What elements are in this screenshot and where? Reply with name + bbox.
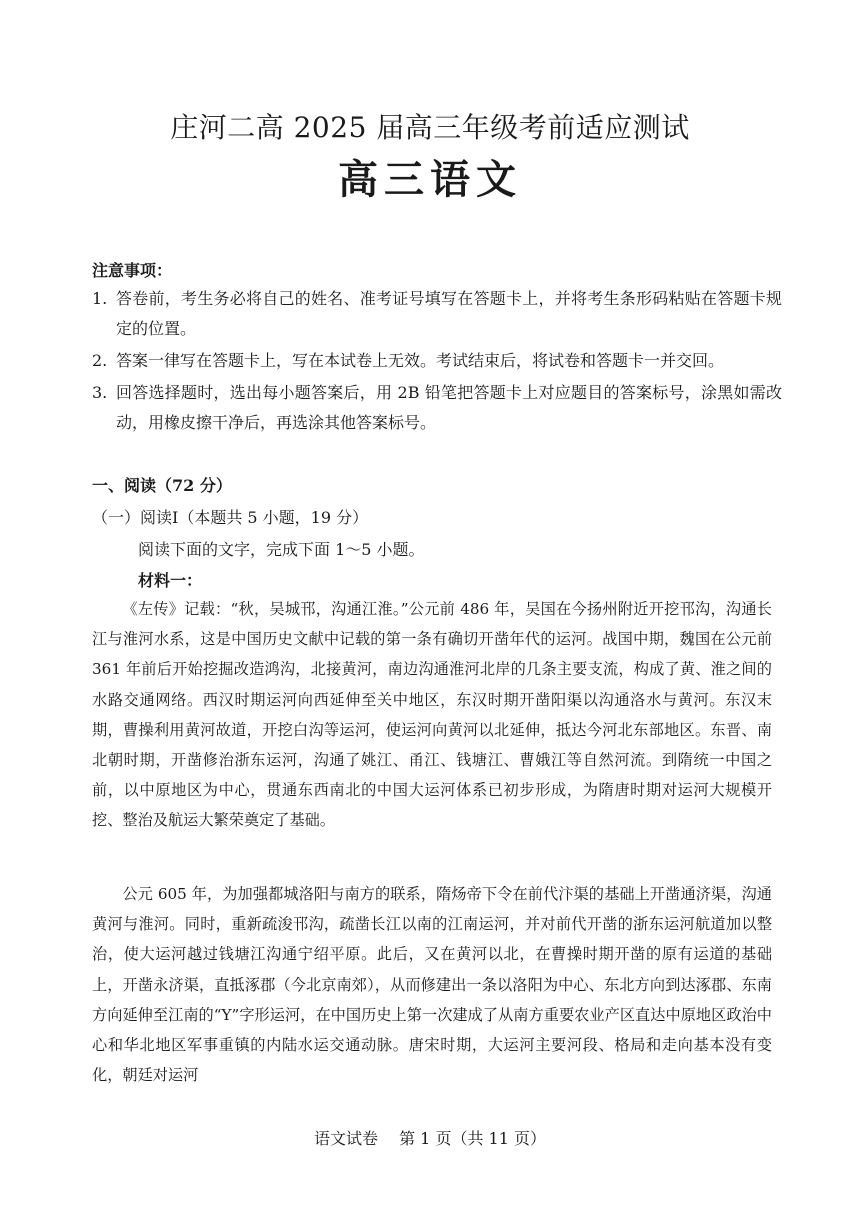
passage-paragraph: 《左传》记载：“秋，吴城邗，沟通江淮。”公元前 486 年，吴国在今扬州附近开挖邗沟，沟通长江与淮河水系，这是中国历史文献中记载的第一条有确切开凿年代的运河。战国中期，魏国在公元前 361 年前后开始挖掘改造鸿沟，北接黄河，南边沟通淮河北岸的几条主要支流，构成了黄、淮之间的水路交通网络。西汉时期运河向西延伸至关中地区，东汉时期开凿阳渠以沟通洛水与黄河。东汉末期，曹操利用黄河故道，开挖白沟等运河，使运河向黄河以北延伸，抵达今河北东部地区。东晋、南北朝时期，开凿修治浙东运河，沟通了姚江、甬江、钱塘江、曹娥江等自然河流。到隋统一中国之前，以中原地区为中心，贯通东西南北的中国大运河体系已初步形成，为隋唐时期对运河大规模开挖、整治及航运大繁荣奠定了基础。	[92, 600, 772, 830]
subsection-heading: （一）阅读Ⅰ（本题共 5 小题，19 分）	[92, 508, 369, 527]
notice-item-text: 答卷前，考生务必将自己的姓名、准考证号填写在答题卡上，并将考生条形码粘贴在答题卡规定的位置。	[116, 289, 782, 338]
notice-item-number: 2.	[92, 351, 108, 370]
exam-title: 庄河二高 2025 届高三年级考前适应测试	[170, 111, 690, 144]
material-label: 材料一：	[138, 571, 203, 590]
notice-item	[92, 284, 782, 344]
reading-instruction: 阅读下面的文字，完成下面 1～5 小题。	[138, 540, 425, 559]
passage-paragraph: 公元 605 年，为加强都城洛阳与南方的联系，隋炀帝下令在前代汴渠的基础上开凿通济渠，沟通黄河与淮河。同时，重新疏浚邗沟，疏凿长江以南的江南运河，并对前代开凿的浙东运河航道加以整治，使大运河越过钱塘江沟通宁绍平原。此后，又在黄河以北，在曹操时期开凿的原有运道的基础上，开凿永济渠，直抵涿郡（今北京南郊），从而修建出一条以洛阳为中心、东北方向到达涿郡、东南方向延伸至江南的“Y”字形运河，在中国历史上第一次建成了从南方重要农业产区直达中原地区政治中心和华北地区军事重镇的内陆水运交通动脉。唐宋时期，大运河主要河段、格局和走向基本没有变化，朝廷对运河	[92, 885, 772, 1085]
page-footer: 语文试卷 第 1 页（共 11 页）	[314, 1129, 546, 1148]
notice-item	[92, 346, 782, 376]
section-heading: 一、阅读（72 分）	[92, 476, 232, 495]
notice-heading: 注意事项：	[92, 261, 173, 280]
notice-item	[92, 378, 782, 438]
notice-item-text: 回答选择题时，选出每小题答案后，用 2B 铅笔把答题卡上对应题目的答案标号，涂黑如需改动，用橡皮擦干净后，再选涂其他答案标号。	[116, 383, 782, 432]
subject-title: 高三语文	[338, 156, 522, 203]
notice-item-number: 1.	[92, 289, 108, 308]
notice-item-text: 答案一律写在答题卡上，写在本试卷上无效。考试结束后，将试卷和答题卡一并交回。	[116, 351, 725, 370]
notice-item-number: 3.	[92, 383, 108, 402]
